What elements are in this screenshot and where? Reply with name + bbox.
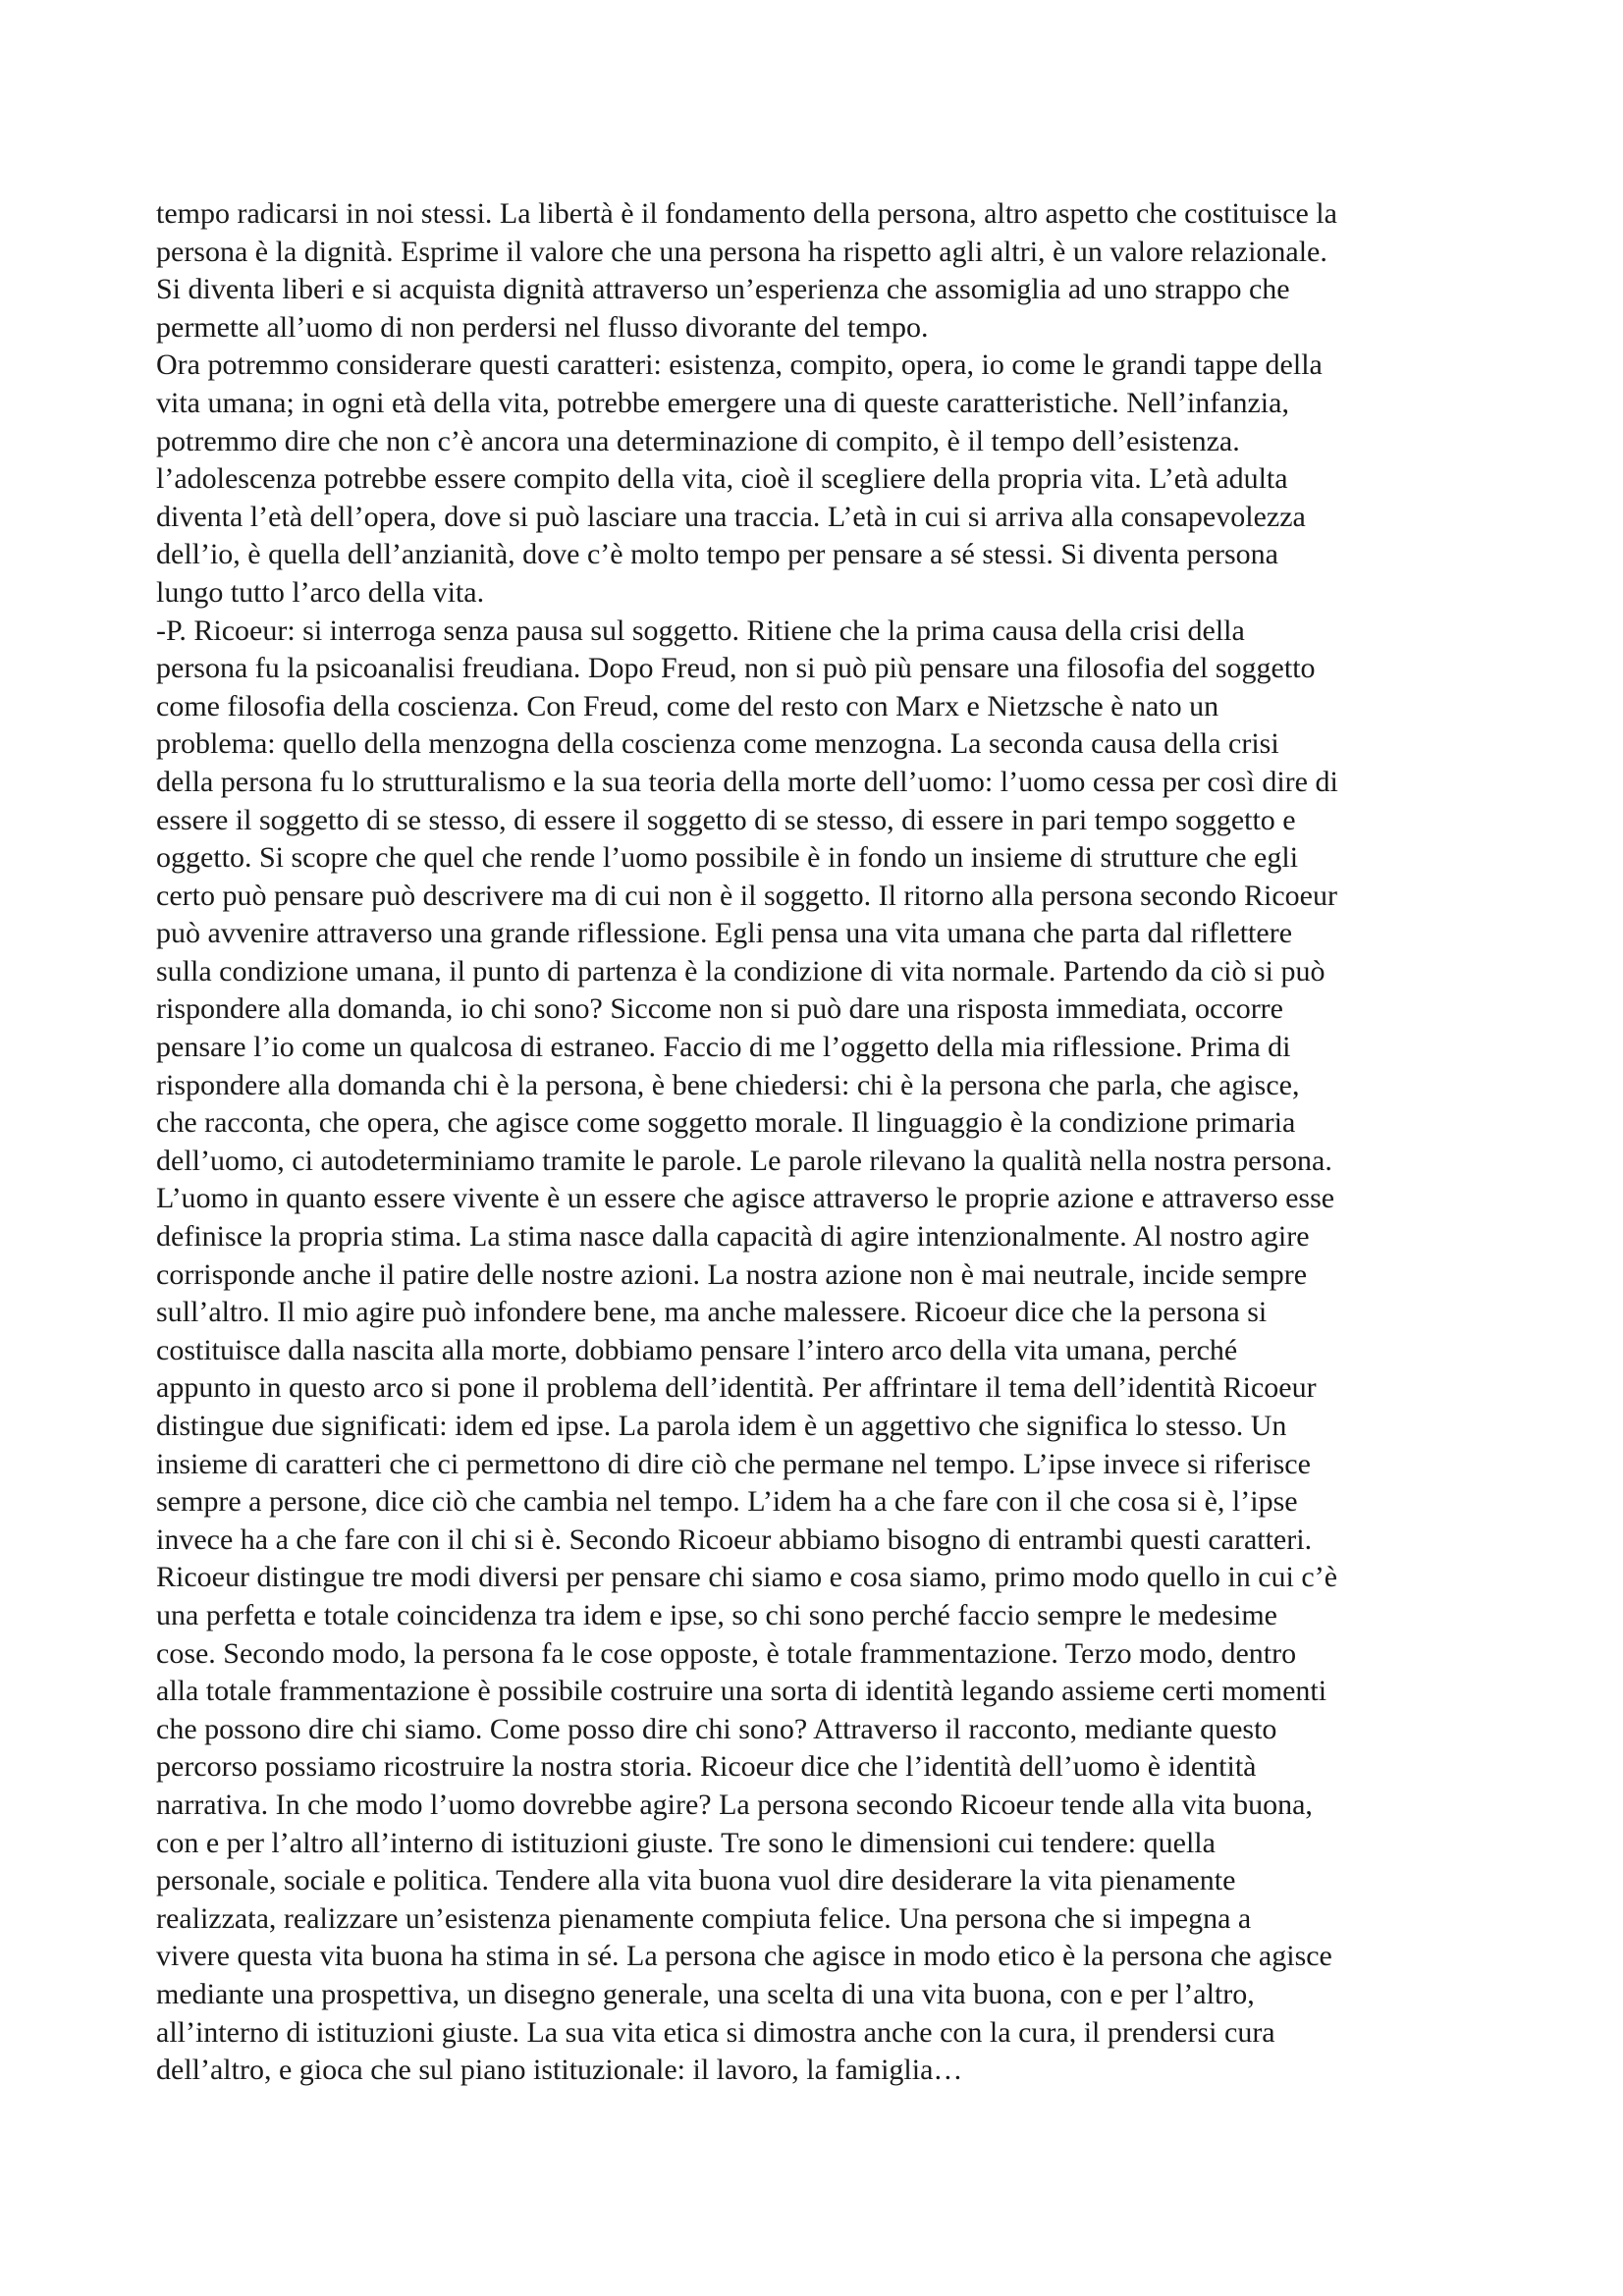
body-text	[156, 195, 1482, 2090]
text-line: distingue due significati: idem ed ipse. La parola idem è un aggettivo che significa lo stesso. Un	[156, 1410, 1287, 1442]
text-line: problema: quello della menzogna della coscienza come menzogna. La seconda causa della crisi	[156, 727, 1279, 761]
text-line: una perfetta e totale coincidenza tra idem e ipse, so chi sono perché faccio sempre le medesime	[156, 1598, 1277, 1631]
text-line: vivere questa vita buona ha stima in sé. La persona che agisce in modo etico è la persona che agisce	[156, 1940, 1332, 1973]
text-line: rispondere alla domanda chi è la persona, è bene chiedersi: chi è la persona che parla, che agisce,	[156, 1068, 1300, 1101]
text-line: l’adolescenza potrebbe essere compito della vita, cioè il scegliere della propria vita. L’età adulta	[156, 462, 1288, 496]
text-line: appunto in questo arco si pone il problema dell’identità. Per affrintare il tema dell’identità Ricoeur	[156, 1371, 1317, 1405]
text-line: diventa l’età dell’opera, dove si può lasciare una traccia. L’età in cui si arriva alla consapevolezza	[156, 500, 1306, 533]
text-line: certo può pensare può descrivere ma di cui non è il soggetto. Il ritorno alla persona secondo Ricoeur	[156, 879, 1337, 912]
text-line: che racconta, che opera, che agisce come soggetto morale. Il linguaggio è la condizione primaria	[156, 1106, 1296, 1140]
text-line: della persona fu lo strutturalismo e la sua teoria della morte dell’uomo: l’uomo cessa per così dire di	[156, 765, 1338, 798]
text-line: all’interno di istituzioni giuste. La sua vita etica si dimostra anche con la cura, il prendersi cura	[156, 2015, 1275, 2049]
text-line: pensare l’io come un qualcosa di estraneo. Faccio di me l’oggetto della mia riflessione. Prima di	[156, 1031, 1291, 1064]
text-line: dell’io, è quella dell’anzianità, dove c’è molto tempo per pensare a sé stessi. Si diventa persona	[156, 538, 1278, 571]
text-line: che possono dire chi siamo. Come posso dire chi sono? Attraverso il racconto, mediante questo	[156, 1712, 1277, 1745]
text-line: -P. Ricoeur: si interroga senza pausa sul soggetto. Ritiene che la prima causa della crisi della	[156, 614, 1245, 647]
text-line: come filosofia della coscienza. Con Freud, come del resto con Marx e Nietzsche è nato un	[156, 689, 1219, 722]
text-line: sulla condizione umana, il punto di partenza è la condizione di vita normale. Partendo da ciò si può	[156, 954, 1325, 988]
text-line: realizzata, realizzare un’esistenza pienamente compiuta felice. Una persona che si impegna a	[156, 1901, 1252, 1935]
text-line: insieme di caratteri che ci permettono di dire ciò che permane nel tempo. L’ipse invece si riferisce	[156, 1447, 1311, 1480]
text-line: lungo tutto l’arco della vita.	[156, 575, 485, 609]
text-line: cose. Secondo modo, la persona fa le cose opposte, è totale frammentazione. Terzo modo, dentro	[156, 1636, 1297, 1670]
text-line: dell’altro, e gioca che sul piano istituzionale: il lavoro, la famiglia…	[156, 2054, 963, 2087]
text-line: sempre a persone, dice ciò che cambia nel tempo. L’idem ha a che fare con il che cosa si è, l’ipse	[156, 1485, 1298, 1519]
text-line: oggetto. Si scopre che quel che rende l’uomo possibile è in fondo un insieme di strutture che egli	[156, 841, 1299, 875]
text-line: corrisponde anche il patire delle nostre azioni. La nostra azione non è mai neutrale, incide sempre	[156, 1257, 1308, 1291]
text-line: personale, sociale e politica. Tendere alla vita buona vuol dire desiderare la vita pienamente	[156, 1864, 1236, 1897]
text-line: permette all’uomo di non perdersi nel flusso divorante del tempo.	[156, 310, 929, 344]
text-line: potremmo dire che non c’è ancora una determinazione di compito, è il tempo dell’esistenza.	[156, 424, 1240, 457]
text-line: vita umana; in ogni età della vita, potrebbe emergere una di queste caratteristiche. Nell’infanzia,	[156, 386, 1289, 419]
text-line: essere il soggetto di se stesso, di essere il soggetto di se stesso, di essere in pari tempo soggetto e	[156, 803, 1296, 836]
text-line: può avvenire attraverso una grande riflessione. Egli pensa una vita umana che parta dal riflettere	[156, 917, 1293, 950]
text-line: L’uomo in quanto essere vivente è un essere che agisce attraverso le proprie azione e attraverso esse	[156, 1182, 1335, 1215]
text-line: tempo radicarsi in noi stessi. La libertà è il fondamento della persona, altro aspetto che costituisce la	[156, 197, 1337, 230]
text-line: con e per l’altro all’interno di istituzioni giuste. Tre sono le dimensioni cui tendere: quella	[156, 1826, 1216, 1859]
text-line: mediante una prospettiva, un disegno generale, una scelta di una vita buona, con e per l’altro,	[156, 1977, 1255, 2010]
text-line: invece ha a che fare con il chi si è. Secondo Ricoeur abbiamo bisogno di entrambi questi caratteri.	[156, 1522, 1313, 1556]
text-line: percorso possiamo ricostruire la nostra storia. Ricoeur dice che l’identità dell’uomo è identità	[156, 1750, 1257, 1784]
text-line: Ricoeur distingue tre modi diversi per pensare chi siamo e cosa siamo, primo modo quello in cui c’è	[156, 1561, 1338, 1594]
text-line: narrativa. In che modo l’uomo dovrebbe agire? La persona secondo Ricoeur tende alla vita buona,	[156, 1788, 1313, 1821]
text-line: persona è la dignità. Esprime il valore che una persona ha rispetto agli altri, è un valore relazionale.	[156, 235, 1327, 268]
text-line: alla totale frammentazione è possibile costruire una sorta di identità legando assieme certi momenti	[156, 1675, 1327, 1708]
text-line: Si diventa liberi e si acquista dignità attraverso un’esperienza che assomiglia ad uno strappo che	[156, 273, 1290, 306]
text-line: costituisce dalla nascita alla morte, dobbiamo pensare l’intero arco della vita umana, perché	[156, 1333, 1238, 1366]
text-line: rispondere alla domanda, io chi sono? Siccome non si può dare una risposta immediata, occorre	[156, 992, 1283, 1026]
text-line: dell’uomo, ci autodeterminiamo tramite le parole. Le parole rilevano la qualità nella nostra persona.	[156, 1144, 1332, 1177]
text-line: sull’altro. Il mio agire può infondere bene, ma anche malessere. Ricoeur dice che la persona si	[156, 1296, 1268, 1329]
text-line: persona fu la psicoanalisi freudiana. Dopo Freud, non si può più pensare una filosofia del soggetto	[156, 652, 1316, 685]
text-line: definisce la propria stima. La stima nasce dalla capacità di agire intenzionalmente. Al nostro agire	[156, 1220, 1310, 1254]
text-line: Ora potremmo considerare questi caratteri: esistenza, compito, opera, io come le grandi tappe della	[156, 348, 1323, 382]
